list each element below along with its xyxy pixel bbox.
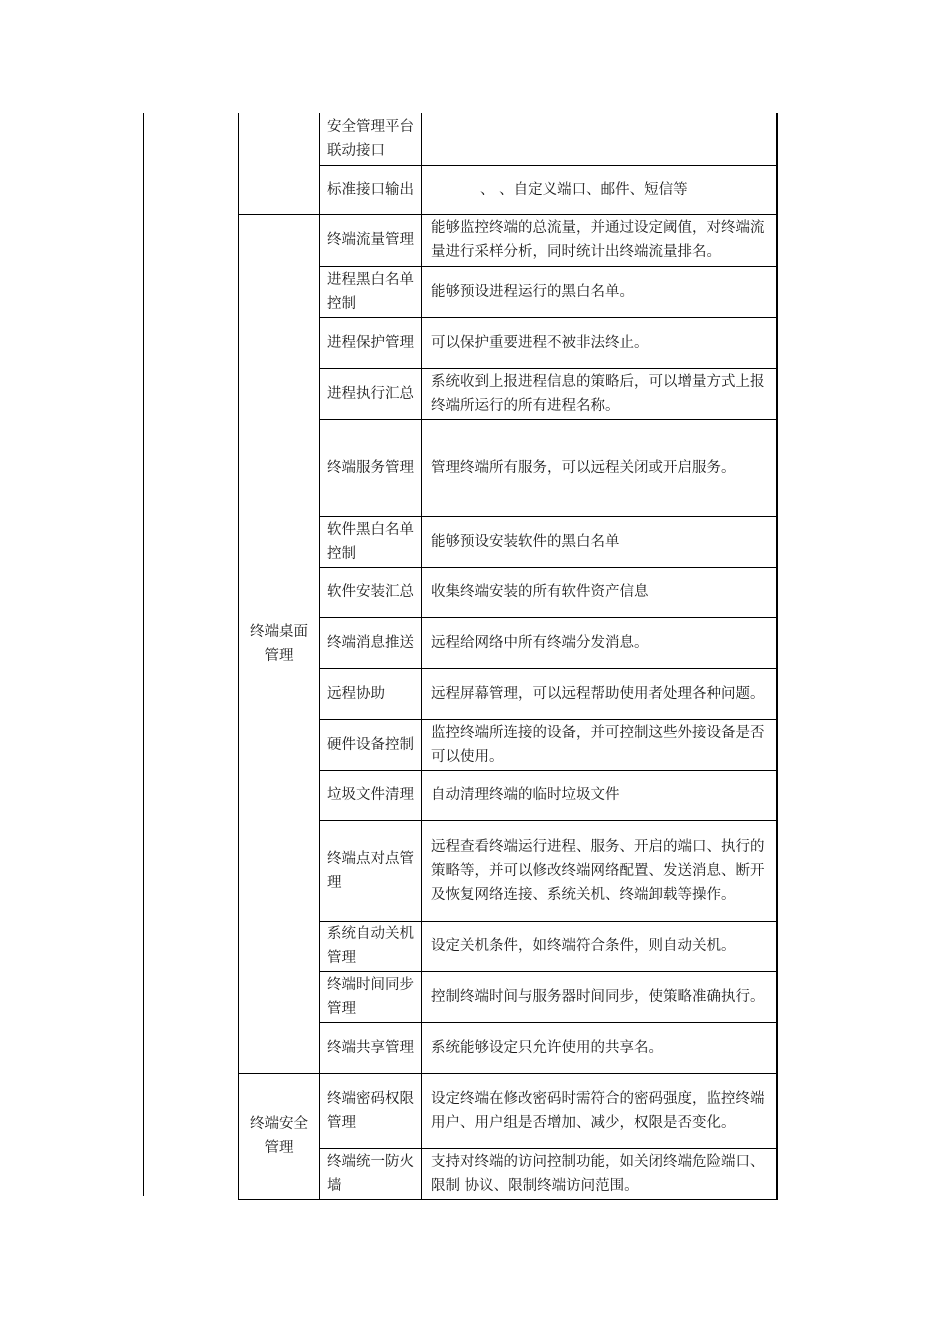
page-margin-line: [143, 113, 144, 1196]
description-cell: 系统能够设定只允许使用的共享名。: [422, 1022, 777, 1073]
description-cell: 、 、自定义端口、邮件、短信等: [422, 165, 777, 214]
description-cell: 远程屏幕管理，可以远程帮助使用者处理各种问题。: [422, 668, 777, 719]
feature-cell: 终端共享管理: [320, 1022, 422, 1073]
table-row: [239, 516, 777, 567]
table-row: [239, 820, 777, 921]
table-row: [239, 770, 777, 820]
feature-cell: 终端时间同步管理: [320, 971, 422, 1022]
table-row: [239, 1148, 777, 1199]
feature-cell: 软件安装汇总: [320, 567, 422, 617]
description-cell: 支持对终端的访问控制功能，如关闭终端危险端口、限制 协议、限制终端访问范围。: [422, 1148, 777, 1199]
spec-table: [238, 113, 778, 1200]
feature-cell: 终端点对点管理: [320, 820, 422, 921]
description-cell: 能够预设进程运行的黑白名单。: [422, 266, 777, 317]
category-security-management: 终端安全管理: [239, 1073, 320, 1199]
table-row: [239, 617, 777, 668]
feature-cell: 终端统一防火墙: [320, 1148, 422, 1199]
description-cell: 自动清理终端的临时垃圾文件: [422, 770, 777, 820]
description-cell: 远程给网络中所有终端分发消息。: [422, 617, 777, 668]
table-row: [239, 214, 777, 266]
feature-cell: 系统自动关机管理: [320, 921, 422, 971]
table-row: [239, 317, 777, 368]
table-row: [239, 719, 777, 770]
description-cell: 设定关机条件，如终端符合条件，则自动关机。: [422, 921, 777, 971]
feature-cell: 终端流量管理: [320, 214, 422, 266]
category-desktop-management: 终端桌面管理: [239, 214, 320, 1073]
feature-cell: 软件黑白名单控制: [320, 516, 422, 567]
feature-cell: 终端服务管理: [320, 419, 422, 516]
table-row: [239, 1022, 777, 1073]
description-cell: 控制终端时间与服务器时间同步，使策略准确执行。: [422, 971, 777, 1022]
feature-cell: 终端消息推送: [320, 617, 422, 668]
table-row: [239, 921, 777, 971]
feature-cell: 垃圾文件清理: [320, 770, 422, 820]
table-row: [239, 368, 777, 419]
table-row: [239, 668, 777, 719]
feature-cell: 安全管理平台联动接口: [320, 113, 422, 165]
description-cell: 能够预设安装软件的黑白名单: [422, 516, 777, 567]
table-row: [239, 1073, 777, 1148]
table-row: [239, 971, 777, 1022]
feature-cell: 进程保护管理: [320, 317, 422, 368]
description-cell: 管理终端所有服务，可以远程关闭或开启服务。: [422, 419, 777, 516]
description-cell: 收集终端安装的所有软件资产信息: [422, 567, 777, 617]
description-cell: 监控终端所连接的设备，并可控制这些外接设备是否可以使用。: [422, 719, 777, 770]
feature-cell: 硬件设备控制: [320, 719, 422, 770]
description-cell: 设定终端在修改密码时需符合的密码强度，监控终端用户、用户组是否增加、减少，权限是否变化。: [422, 1073, 777, 1148]
feature-cell: 终端密码权限管理: [320, 1073, 422, 1148]
table-row: [239, 113, 777, 165]
feature-cell: 进程执行汇总: [320, 368, 422, 419]
description-cell: [422, 113, 777, 165]
category-cell-empty: [239, 113, 320, 214]
description-cell: 系统收到上报进程信息的策略后，可以增量方式上报终端所运行的所有进程名称。: [422, 368, 777, 419]
feature-cell: 进程黑白名单控制: [320, 266, 422, 317]
feature-cell: 远程协助: [320, 668, 422, 719]
description-cell: 可以保护重要进程不被非法终止。: [422, 317, 777, 368]
table-row: [239, 165, 777, 214]
table-row: [239, 266, 777, 317]
table-row: [239, 567, 777, 617]
description-cell: 能够监控终端的总流量，并通过设定阈值，对终端流量进行采样分析，同时统计出终端流量排名。: [422, 214, 777, 266]
table-row: [239, 419, 777, 516]
feature-cell: 标准接口输出: [320, 165, 422, 214]
description-cell: 远程查看终端运行进程、服务、开启的端口、执行的策略等，并可以修改终端网络配置、发送消息、断开及恢复网络连接、系统关机、终端卸载等操作。: [422, 820, 777, 921]
